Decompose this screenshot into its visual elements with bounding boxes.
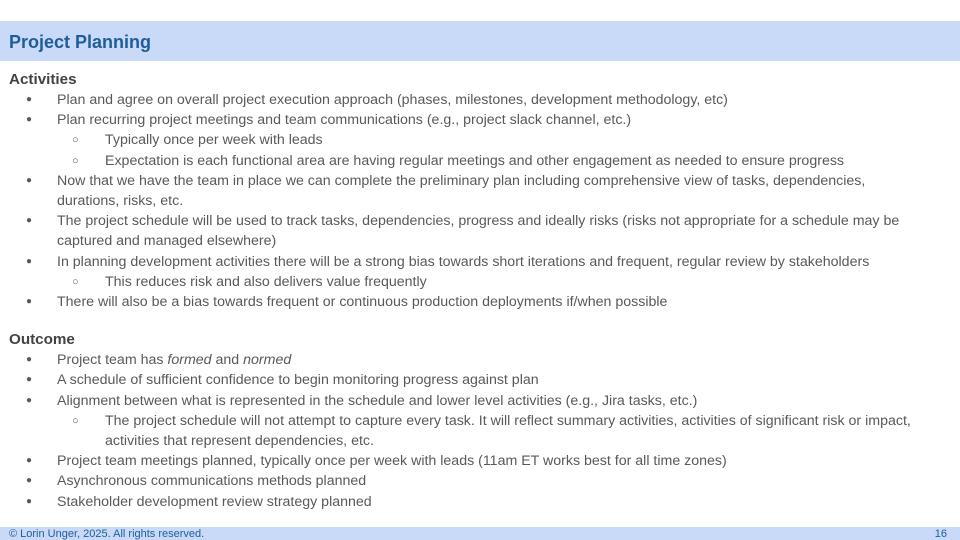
list-item (0, 292, 960, 312)
text-fragment: and (211, 352, 244, 369)
list-item (0, 471, 960, 491)
list-item-text: The project schedule will not attempt to capture every task. It will reflect summary activities, activities of significant risk or impact, activities that represent dependencies, etc. (105, 412, 911, 450)
bullet-circle-icon: ○ (72, 154, 79, 167)
list-item-text: A schedule of sufficient confidence to begin monitoring progress against plan (57, 372, 539, 389)
list-item (0, 110, 960, 130)
bullet-circle-icon: ○ (72, 275, 79, 288)
copyright-text: © Lorin Unger, 2025. All rights reserved. (9, 528, 205, 540)
activities-heading: Activities (9, 71, 77, 88)
list-item-text: Asynchronous communications methods planned (57, 473, 367, 490)
page-number: 16 (934, 528, 947, 540)
list-item-text: Alignment between what is represented in the schedule and lower level activities (e.g., Jira tasks, etc.) (57, 392, 698, 409)
list-item (0, 350, 960, 370)
list-item (0, 171, 960, 211)
list-item (0, 90, 960, 110)
text-fragment: Project team has (57, 352, 168, 369)
list-item-text: Plan and agree on overall project execution approach (phases, milestones, development methodology, etc) (57, 92, 728, 108)
list-item-text: Now that we have the team in place we can complete the preliminary plan including comprehensive view of tasks, dependencies, durations, risks, etc. (57, 172, 866, 210)
list-item-text: Typically once per week with leads (105, 132, 323, 149)
bullet-dot-icon: ● (26, 255, 33, 267)
activities-list (0, 90, 960, 312)
slide-content (0, 70, 960, 512)
bullet-dot-icon: ● (26, 215, 33, 227)
emphasis-text: normed (243, 352, 292, 369)
sub-list-item (0, 151, 960, 171)
bullet-dot-icon: ● (26, 354, 33, 366)
list-item-text: Project team meetings planned, typically once per week with leads (11am ET works best for all time zones) (57, 453, 727, 470)
bullet-dot-icon: ● (26, 94, 33, 105)
bullet-circle-icon: ○ (72, 414, 79, 427)
bullet-dot-icon: ● (26, 394, 33, 406)
bullet-dot-icon: ● (26, 114, 33, 126)
bullet-dot-icon: ● (26, 374, 33, 386)
sub-list-item (0, 411, 960, 451)
list-item (0, 391, 960, 411)
list-item (0, 370, 960, 390)
emphasis-text: formed (167, 352, 212, 369)
list-item-text (57, 352, 291, 368)
outcome-list (0, 350, 960, 512)
sub-list-item (0, 130, 960, 150)
list-item (0, 492, 960, 512)
sub-list-item (0, 272, 960, 292)
list-item-text: Expectation is each functional area are having regular meetings and other engagement as needed to ensure progress (105, 152, 845, 169)
bullet-circle-icon: ○ (72, 134, 79, 147)
list-item (0, 451, 960, 471)
outcome-heading: Outcome (9, 331, 75, 349)
list-item-text: This reduces risk and also delivers value frequently (105, 273, 427, 290)
list-item-text: In planning development activities there will be a strong bias towards short iterations and frequent, regular review by stakeholders (57, 253, 870, 270)
bullet-dot-icon: ● (26, 296, 33, 308)
bullet-dot-icon: ● (26, 455, 33, 467)
list-item-text: Stakeholder development review strategy planned (57, 493, 372, 510)
bullet-dot-icon: ● (26, 475, 33, 487)
bullet-dot-icon: ● (26, 174, 33, 186)
list-item-text: There will also be a bias towards frequent or continuous production deployments if/when possible (57, 294, 668, 311)
list-item-text: Plan recurring project meetings and team communications (e.g., project slack channel, etc.) (57, 112, 632, 129)
list-item (0, 252, 960, 272)
bullet-dot-icon: ● (26, 495, 33, 507)
page-title: Project Planning (9, 32, 152, 52)
list-item-text: The project schedule will be used to track tasks, dependencies, progress and ideally risks (risks not appropriate for a schedule may be captured and managed elsewhere) (57, 213, 900, 250)
list-item (0, 211, 960, 251)
